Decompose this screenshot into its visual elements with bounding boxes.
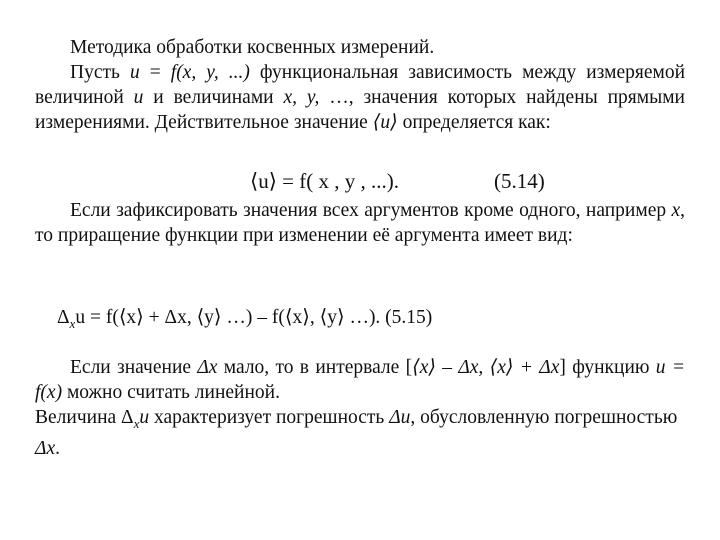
var-list: x, y, <box>283 87 320 108</box>
text: ] функцию <box>559 357 656 378</box>
paragraph-increment <box>35 198 685 248</box>
equation-body: ⟨u⟩ = f( x , y , ...). <box>250 169 399 193</box>
mean-u: ⟨u⟩ <box>372 112 398 133</box>
function-args: (x, y, ...) <box>176 62 250 83</box>
function-u: u = f(x) <box>35 357 685 403</box>
text: Если значение <box>70 357 198 378</box>
text: , обусловленную погрешностью <box>410 407 678 428</box>
text: Пусть <box>70 62 130 83</box>
delta-u: Δu <box>389 407 411 428</box>
interval: ⟨x⟩ – Δx, ⟨x⟩ + Δx <box>412 357 560 378</box>
text: и величинами <box>143 87 284 108</box>
var-f: f <box>170 62 177 83</box>
slide-title: Методика обработки косвенных измерений. <box>70 37 435 58</box>
paragraph-linear <box>35 355 685 405</box>
subscript-x: x <box>133 416 140 431</box>
text: …, значения которых найдены прямыми измерениями. Действительное значение <box>35 87 685 133</box>
delta-symbol: Δ <box>121 407 134 428</box>
text: функциональная зависимость между измеряемой величиной <box>35 62 685 108</box>
text: = <box>139 62 171 83</box>
text: , то приращение функции при изменении её аргумента имеет вид: <box>35 200 685 246</box>
paragraph-error <box>35 405 685 461</box>
equation-body: u = f(⟨x⟩ + Δx, ⟨y⟩ …) – f(⟨x⟩, ⟨y⟩ …). (5.15) <box>75 307 433 328</box>
equation-5-15 <box>57 305 432 336</box>
text: . <box>55 438 60 459</box>
delta-symbol: Δ <box>57 307 70 328</box>
delta-x: Δx <box>35 438 56 459</box>
var-u: u <box>129 62 140 83</box>
text: можно считать линейной. <box>62 382 280 403</box>
var-u: u <box>139 407 150 428</box>
var-x: x <box>671 200 681 221</box>
equation-number: (5.14) <box>494 169 545 193</box>
text: Величина <box>35 407 122 428</box>
text: мало, то в интервале [ <box>217 357 413 378</box>
delta-x: Δx <box>197 357 218 378</box>
text: Если зафиксировать значения всех аргументов кроме одного, например <box>70 200 672 221</box>
var-u: u <box>133 87 144 108</box>
text: определяется как: <box>397 112 551 133</box>
subscript-x: x <box>69 316 76 331</box>
text: характеризует погрешность <box>149 407 390 428</box>
paragraph-definition <box>35 60 685 135</box>
